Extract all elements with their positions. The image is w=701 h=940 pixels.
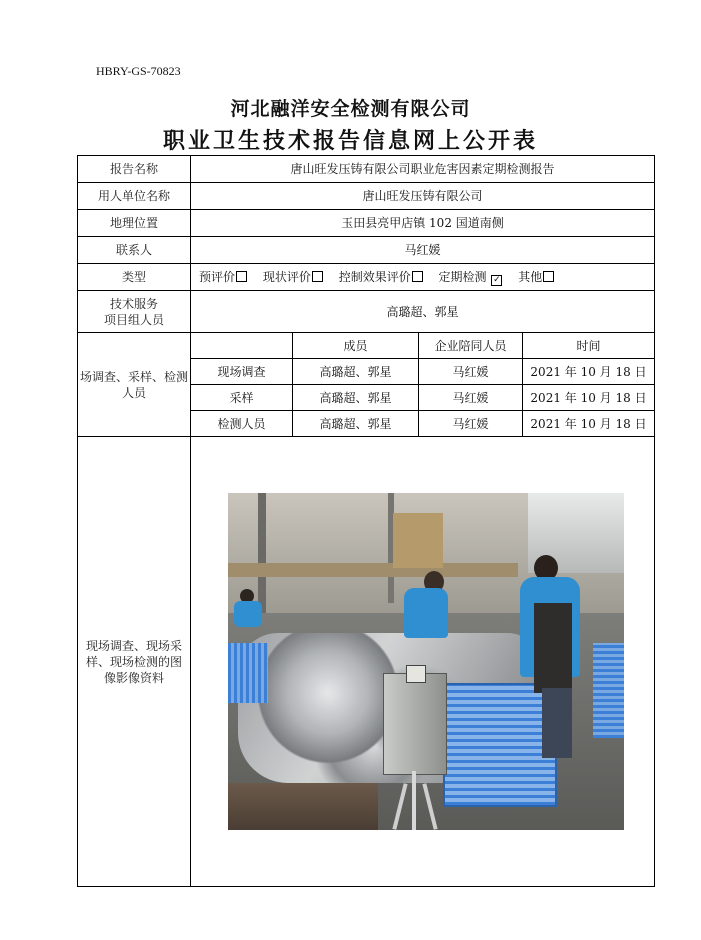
checkbox-icon — [312, 271, 323, 282]
checkbox-icon — [236, 271, 247, 282]
row-report-name — [78, 156, 655, 183]
company-name: 河北融洋安全检测有限公司 — [230, 98, 471, 120]
row-type — [78, 264, 655, 291]
survey-header-members: 成员 — [293, 333, 419, 359]
row-location — [78, 210, 655, 237]
document-code: HBRY-GS-70823 — [96, 64, 181, 78]
type-option-status-evaluation: 现状评价 — [263, 270, 323, 284]
survey-members: 高璐超、郭星 — [293, 359, 419, 385]
location-label: 地理位置 — [78, 210, 191, 237]
photo-crate — [228, 643, 268, 703]
photo-crate — [593, 643, 624, 738]
survey-escort: 马红媛 — [419, 385, 523, 411]
survey-date: 2021 年 10 月 18 日 — [523, 359, 655, 385]
form-title: 职业卫生技术报告信息网上公开表 — [162, 128, 538, 154]
site-photo — [228, 493, 624, 830]
survey-activity: 现场调查 — [191, 359, 293, 385]
disclosure-table — [77, 155, 655, 887]
survey-escort: 马红媛 — [419, 359, 523, 385]
type-option-pre-evaluation: 预评价 — [199, 270, 247, 284]
report-name-value: 唐山旺发压铸有限公司职业危害因素定期检测报告 — [191, 156, 655, 183]
survey-activity: 采样 — [191, 385, 293, 411]
survey-header-row — [78, 333, 655, 359]
photo-worker-body — [234, 601, 262, 627]
row-contact — [78, 237, 655, 264]
location-value: 玉田县亮甲店镇 102 国道南侧 — [191, 210, 655, 237]
photo-instrument-display — [406, 665, 426, 683]
survey-label: 场调查、采样、检测人员 — [78, 333, 191, 437]
survey-header-time: 时间 — [523, 333, 655, 359]
row-team — [78, 291, 655, 333]
photo-section-label: 现场调查、现场采样、现场检测的图像影像资料 — [78, 437, 191, 887]
survey-header-blank — [191, 333, 293, 359]
checkbox-icon — [412, 271, 423, 282]
photo-worker-legs — [542, 688, 572, 758]
survey-members: 高璐超、郭星 — [293, 385, 419, 411]
type-options — [191, 264, 655, 291]
type-option-periodic-testing: 定期检测 ✓ — [438, 269, 501, 285]
photo-instrument — [383, 673, 447, 775]
type-option-control-evaluation: 控制效果评价 — [339, 270, 423, 284]
survey-activity: 检测人员 — [191, 411, 293, 437]
survey-header-escort: 企业陪同人员 — [419, 333, 523, 359]
photo-shelf — [228, 563, 518, 577]
photo-worker-body — [404, 588, 448, 638]
photo-tripod — [412, 771, 416, 830]
checkbox-icon — [543, 271, 554, 282]
photo-crate — [443, 683, 557, 807]
team-label: 技术服务 项目组人员 — [78, 291, 191, 333]
employer-label: 用人单位名称 — [78, 183, 191, 210]
row-photo — [78, 437, 655, 887]
contact-value: 马红媛 — [191, 237, 655, 264]
type-label: 类型 — [78, 264, 191, 291]
employer-value: 唐山旺发压铸有限公司 — [191, 183, 655, 210]
photo-cell — [191, 437, 655, 887]
photo-worker-apron — [534, 603, 572, 693]
survey-date: 2021 年 10 月 18 日 — [523, 385, 655, 411]
report-name-label: 报告名称 — [78, 156, 191, 183]
type-option-other: 其他 — [518, 270, 554, 284]
photo-boxes — [393, 513, 443, 568]
survey-members: 高璐超、郭星 — [293, 411, 419, 437]
contact-label: 联系人 — [78, 237, 191, 264]
photo-table — [228, 783, 378, 830]
checked-checkbox-icon: ✓ — [493, 274, 501, 285]
survey-escort: 马红媛 — [419, 411, 523, 437]
survey-date: 2021 年 10 月 18 日 — [523, 411, 655, 437]
row-employer — [78, 183, 655, 210]
team-value: 高璐超、郭星 — [191, 291, 655, 333]
